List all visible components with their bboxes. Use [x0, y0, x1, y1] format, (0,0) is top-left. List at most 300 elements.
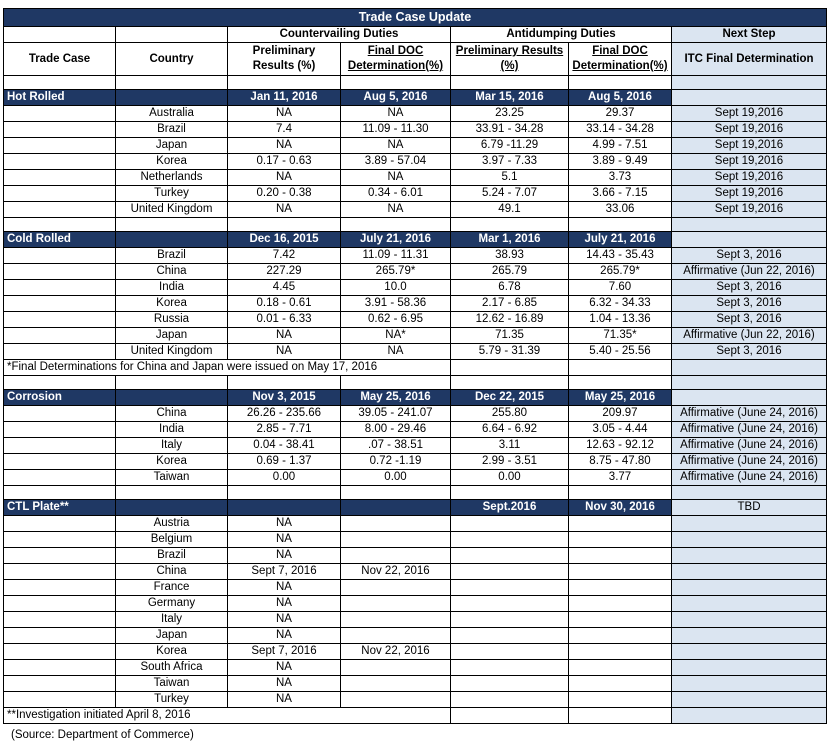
spacer-cell [341, 76, 451, 90]
country-cell: Brazil [116, 548, 228, 564]
table-row [4, 138, 827, 154]
ad-prelim-cell [451, 628, 569, 644]
ad-prelim-cell: 3.11 [451, 438, 569, 454]
ad-prelim-cell: 265.79 [451, 264, 569, 280]
country-cell: Korea [116, 296, 228, 312]
country-cell: Italy [116, 438, 228, 454]
spacer-cell [672, 218, 827, 232]
trade-case-cell [4, 248, 116, 264]
cvd-final-cell: NA [341, 344, 451, 360]
ad-prelim-cell: 2.99 - 3.51 [451, 454, 569, 470]
itc-cell: Affirmative (June 24, 2016) [672, 454, 827, 470]
spacer-cell [451, 218, 569, 232]
spacer-row [4, 486, 827, 500]
footnote-blank [569, 708, 672, 724]
spacer-cell [341, 218, 451, 232]
itc-cell: Sept 19,2016 [672, 170, 827, 186]
itc-cell [672, 676, 827, 692]
table-row [4, 248, 827, 264]
country-cell: Korea [116, 644, 228, 660]
cvd-final-header-text: Final DOC Determination(%) [347, 45, 444, 72]
trade-case-cell [4, 296, 116, 312]
cvd-final-cell: 0.62 - 6.95 [341, 312, 451, 328]
cvd-prelim-cell: NA [228, 628, 341, 644]
ad-final-cell: 14.43 - 35.43 [569, 248, 672, 264]
cvd-final-cell: NA [341, 170, 451, 186]
cvd-prelim-cell: 4.45 [228, 280, 341, 296]
cvd-prelim-cell: NA [228, 660, 341, 676]
spacer-cell [4, 486, 116, 500]
spacer-cell [4, 376, 116, 390]
itc-cell: Affirmative (June 24, 2016) [672, 470, 827, 486]
ad-final-cell [569, 676, 672, 692]
ad-final-date: Aug 5, 2016 [569, 90, 672, 106]
section-next-step [672, 232, 827, 248]
trade-case-cell [4, 596, 116, 612]
country-cell: Germany [116, 596, 228, 612]
cvd-prelim-cell: 0.20 - 0.38 [228, 186, 341, 202]
cvd-prelim-cell: NA [228, 202, 341, 218]
table-row [4, 154, 827, 170]
cvd-prelim-cell: NA [228, 676, 341, 692]
itc-cell [672, 692, 827, 708]
cvd-prelim-cell: NA [228, 596, 341, 612]
section-name: Cold Rolled [4, 232, 116, 248]
ad-final-date: July 21, 2016 [569, 232, 672, 248]
table-row [4, 692, 827, 708]
footnote-text: *Final Determinations for China and Japan were issued on May 17, 2016 [4, 360, 451, 376]
ad-final-date: Nov 30, 2016 [569, 500, 672, 516]
ad-final-cell [569, 644, 672, 660]
section-header-row [4, 500, 827, 516]
spacer-cell [569, 76, 672, 90]
spacer-row [4, 376, 827, 390]
table-row [4, 296, 827, 312]
cvd-final-date [341, 500, 451, 516]
country-cell: Brazil [116, 248, 228, 264]
ad-prelim-header-text: Preliminary Results (%) [455, 45, 564, 72]
trade-case-cell [4, 628, 116, 644]
itc-cell [672, 628, 827, 644]
cvd-prelim-cell: NA [228, 344, 341, 360]
trade-case-cell [4, 660, 116, 676]
table-row [4, 516, 827, 532]
itc-cell [672, 644, 827, 660]
country-cell: China [116, 564, 228, 580]
trade-case-cell [4, 170, 116, 186]
spacer-cell [4, 76, 116, 90]
cvd-final-cell [341, 628, 451, 644]
section-header-row [4, 90, 827, 106]
ad-prelim-cell [451, 548, 569, 564]
table-row [4, 470, 827, 486]
cvd-prelim-cell: NA [228, 612, 341, 628]
itc-cell: Affirmative (Jun 22, 2016) [672, 328, 827, 344]
country-cell: India [116, 280, 228, 296]
ad-final-cell [569, 692, 672, 708]
ad-final-cell: 6.32 - 34.33 [569, 296, 672, 312]
table-row [4, 628, 827, 644]
country-cell: South Africa [116, 660, 228, 676]
table-row [4, 532, 827, 548]
country-cell: China [116, 406, 228, 422]
trade-case-cell [4, 548, 116, 564]
cvd-prelim-cell: 0.01 - 6.33 [228, 312, 341, 328]
cvd-final-cell: 11.09 - 11.31 [341, 248, 451, 264]
trade-case-cell [4, 280, 116, 296]
next-step-header: Next Step [672, 27, 827, 43]
trade-case-cell [4, 328, 116, 344]
table-row [4, 106, 827, 122]
trade-case-cell [4, 106, 116, 122]
country-cell: Italy [116, 612, 228, 628]
country-cell: Turkey [116, 692, 228, 708]
trade-case-cell [4, 312, 116, 328]
trade-case-cell [4, 676, 116, 692]
trade-case-cell [4, 692, 116, 708]
cvd-group-header: Countervailing Duties [228, 27, 451, 43]
cvd-prelim-cell: NA [228, 692, 341, 708]
ad-prelim-cell: 49.1 [451, 202, 569, 218]
footnote-row [4, 708, 827, 724]
table-row [4, 186, 827, 202]
trade-case-cell [4, 438, 116, 454]
trade-case-table-container [3, 8, 826, 724]
cvd-prelim-date: Jan 11, 2016 [228, 90, 341, 106]
trade-case-header: Trade Case [4, 43, 116, 76]
itc-cell: Affirmative (June 24, 2016) [672, 406, 827, 422]
ad-prelim-cell: 3.97 - 7.33 [451, 154, 569, 170]
table-row [4, 328, 827, 344]
spacer-cell [228, 376, 341, 390]
cvd-final-cell [341, 516, 451, 532]
table-row [4, 644, 827, 660]
ad-prelim-cell: 5.79 - 31.39 [451, 344, 569, 360]
table-row [4, 612, 827, 628]
ad-prelim-cell: 12.62 - 16.89 [451, 312, 569, 328]
spacer-cell [116, 76, 228, 90]
ad-final-cell: 1.04 - 13.36 [569, 312, 672, 328]
table-row [4, 580, 827, 596]
column-header-row [4, 43, 827, 76]
cvd-final-cell [341, 580, 451, 596]
cvd-final-cell: Nov 22, 2016 [341, 564, 451, 580]
table-row [4, 264, 827, 280]
section-blank [116, 232, 228, 248]
section-name: CTL Plate** [4, 500, 116, 516]
ad-final-cell [569, 580, 672, 596]
country-cell: Taiwan [116, 676, 228, 692]
cvd-final-date: July 21, 2016 [341, 232, 451, 248]
spacer-cell [4, 218, 116, 232]
cvd-prelim-cell: 0.17 - 0.63 [228, 154, 341, 170]
table-row [4, 312, 827, 328]
cvd-final-cell: 10.0 [341, 280, 451, 296]
cvd-prelim-cell: 2.85 - 7.71 [228, 422, 341, 438]
country-cell: Belgium [116, 532, 228, 548]
itc-cell: Sept 3, 2016 [672, 312, 827, 328]
cvd-prelim-header: Preliminary Results (%) [228, 43, 341, 76]
ad-prelim-cell [451, 644, 569, 660]
ad-final-cell: 33.14 - 34.28 [569, 122, 672, 138]
cvd-prelim-cell: 26.26 - 235.66 [228, 406, 341, 422]
cvd-final-cell: 0.00 [341, 470, 451, 486]
itc-cell: Sept 19,2016 [672, 138, 827, 154]
spacer-cell [116, 486, 228, 500]
ad-final-cell [569, 596, 672, 612]
trade-case-cell [4, 186, 116, 202]
country-cell: Brazil [116, 122, 228, 138]
country-cell: Korea [116, 454, 228, 470]
cvd-final-cell [341, 676, 451, 692]
table-row [4, 344, 827, 360]
ad-prelim-cell: 6.64 - 6.92 [451, 422, 569, 438]
ad-final-cell [569, 660, 672, 676]
section-blank [116, 500, 228, 516]
cvd-final-cell: 0.72 -1.19 [341, 454, 451, 470]
ad-prelim-cell: 6.78 [451, 280, 569, 296]
footnote-blank [451, 360, 569, 376]
cvd-prelim-date: Dec 16, 2015 [228, 232, 341, 248]
cvd-prelim-cell: Sept 7, 2016 [228, 644, 341, 660]
cvd-final-cell: NA [341, 202, 451, 218]
trade-case-cell [4, 138, 116, 154]
ad-final-header-text: Final DOC Determination(%) [572, 45, 668, 72]
ad-prelim-cell [451, 676, 569, 692]
country-cell: Japan [116, 138, 228, 154]
cvd-prelim-cell: NA [228, 138, 341, 154]
cvd-prelim-cell: Sept 7, 2016 [228, 564, 341, 580]
table-row [4, 676, 827, 692]
ad-final-cell [569, 516, 672, 532]
title-row [4, 9, 827, 27]
ad-prelim-date: Dec 22, 2015 [451, 390, 569, 406]
cvd-final-cell: NA [341, 138, 451, 154]
group-header-row [4, 27, 827, 43]
trade-case-cell [4, 264, 116, 280]
itc-cell: Affirmative (June 24, 2016) [672, 438, 827, 454]
spacer-cell [228, 76, 341, 90]
itc-cell [672, 548, 827, 564]
cvd-final-cell: Nov 22, 2016 [341, 644, 451, 660]
ad-prelim-cell: 2.17 - 6.85 [451, 296, 569, 312]
ad-final-cell: 5.40 - 25.56 [569, 344, 672, 360]
ad-group-header: Antidumping Duties [451, 27, 672, 43]
country-cell: Russia [116, 312, 228, 328]
ad-prelim-cell: 38.93 [451, 248, 569, 264]
cvd-prelim-cell: 7.4 [228, 122, 341, 138]
trade-case-cell [4, 644, 116, 660]
country-cell: United Kingdom [116, 202, 228, 218]
itc-cell [672, 532, 827, 548]
itc-cell: Affirmative (Jun 22, 2016) [672, 264, 827, 280]
ad-prelim-cell [451, 660, 569, 676]
spacer-cell [228, 218, 341, 232]
cvd-prelim-cell: NA [228, 170, 341, 186]
trade-case-cell [4, 564, 116, 580]
section-name: Hot Rolled [4, 90, 116, 106]
spacer-cell [228, 486, 341, 500]
cvd-final-cell: NA [341, 106, 451, 122]
table-row [4, 438, 827, 454]
itc-cell [672, 516, 827, 532]
cvd-final-cell [341, 596, 451, 612]
table-row [4, 454, 827, 470]
spacer-cell [672, 376, 827, 390]
table-row [4, 564, 827, 580]
country-cell: India [116, 422, 228, 438]
ad-final-cell: 3.73 [569, 170, 672, 186]
spacer-cell [451, 486, 569, 500]
ad-final-cell: 3.05 - 4.44 [569, 422, 672, 438]
group-header-blank [4, 27, 116, 43]
itc-cell: Sept 3, 2016 [672, 296, 827, 312]
itc-cell: Sept 3, 2016 [672, 280, 827, 296]
table-row [4, 422, 827, 438]
cvd-final-cell: 3.91 - 58.36 [341, 296, 451, 312]
spacer-cell [451, 376, 569, 390]
section-header-row [4, 232, 827, 248]
cvd-final-cell: 11.09 - 11.30 [341, 122, 451, 138]
cvd-prelim-cell: NA [228, 548, 341, 564]
itc-cell: Sept 3, 2016 [672, 248, 827, 264]
ad-prelim-cell [451, 580, 569, 596]
cvd-prelim-cell: NA [228, 516, 341, 532]
ad-final-cell: 3.77 [569, 470, 672, 486]
ad-final-cell: 29.37 [569, 106, 672, 122]
trade-case-cell [4, 122, 116, 138]
table-row [4, 548, 827, 564]
spacer-cell [341, 376, 451, 390]
cvd-final-cell: 265.79* [341, 264, 451, 280]
ad-prelim-date: Mar 1, 2016 [451, 232, 569, 248]
group-header-blank [116, 27, 228, 43]
spacer-cell [116, 376, 228, 390]
ad-final-cell [569, 532, 672, 548]
ad-prelim-header [451, 43, 569, 76]
cvd-final-cell [341, 532, 451, 548]
cvd-final-cell: 8.00 - 29.46 [341, 422, 451, 438]
table-row [4, 596, 827, 612]
trade-case-cell [4, 454, 116, 470]
trade-case-cell [4, 406, 116, 422]
spacer-cell [672, 76, 827, 90]
ad-final-cell: 8.75 - 47.80 [569, 454, 672, 470]
cvd-final-cell [341, 660, 451, 676]
cvd-final-date: May 25, 2016 [341, 390, 451, 406]
footnote-blank [451, 708, 569, 724]
ad-prelim-cell [451, 532, 569, 548]
itc-cell: Sept 19,2016 [672, 122, 827, 138]
cvd-prelim-cell: 7.42 [228, 248, 341, 264]
ad-prelim-cell: 255.80 [451, 406, 569, 422]
ad-prelim-cell: 71.35 [451, 328, 569, 344]
ad-final-cell [569, 564, 672, 580]
itc-cell [672, 660, 827, 676]
section-blank [116, 90, 228, 106]
itc-cell: Sept 19,2016 [672, 106, 827, 122]
cvd-prelim-cell: 227.29 [228, 264, 341, 280]
ad-prelim-cell: 23.25 [451, 106, 569, 122]
ad-prelim-cell [451, 612, 569, 628]
ad-final-cell [569, 628, 672, 644]
cvd-prelim-cell: NA [228, 580, 341, 596]
itc-cell: Sept 19,2016 [672, 202, 827, 218]
spacer-row [4, 218, 827, 232]
itc-cell: Affirmative (June 24, 2016) [672, 422, 827, 438]
cvd-prelim-cell: 0.00 [228, 470, 341, 486]
footnote-row [4, 360, 827, 376]
ad-prelim-cell: 0.00 [451, 470, 569, 486]
spacer-cell [569, 486, 672, 500]
cvd-prelim-date [228, 500, 341, 516]
ad-final-header [569, 43, 672, 76]
ad-prelim-cell: 33.91 - 34.28 [451, 122, 569, 138]
trade-case-cell [4, 202, 116, 218]
footnote-text: **Investigation initiated April 8, 2016 [4, 708, 451, 724]
cvd-final-cell: NA* [341, 328, 451, 344]
country-cell: Turkey [116, 186, 228, 202]
cvd-final-cell: 39.05 - 241.07 [341, 406, 451, 422]
footnote-blank [672, 708, 827, 724]
ad-final-cell: 3.89 - 9.49 [569, 154, 672, 170]
itc-cell [672, 596, 827, 612]
ad-final-cell: 71.35* [569, 328, 672, 344]
cvd-prelim-cell: 0.69 - 1.37 [228, 454, 341, 470]
ad-final-cell: 209.97 [569, 406, 672, 422]
cvd-final-cell: 3.89 - 57.04 [341, 154, 451, 170]
ad-final-cell: 12.63 - 92.12 [569, 438, 672, 454]
cvd-prelim-cell: 0.04 - 38.41 [228, 438, 341, 454]
ad-prelim-cell [451, 564, 569, 580]
spacer-row [4, 76, 827, 90]
trade-case-table [3, 8, 827, 724]
ad-final-cell: 7.60 [569, 280, 672, 296]
itc-cell [672, 564, 827, 580]
section-next-step [672, 90, 827, 106]
ad-final-cell: 4.99 - 7.51 [569, 138, 672, 154]
ad-prelim-cell: 5.24 - 7.07 [451, 186, 569, 202]
itc-cell: Sept 19,2016 [672, 186, 827, 202]
ad-final-date: May 25, 2016 [569, 390, 672, 406]
itc-header: ITC Final Determination [672, 43, 827, 76]
trade-case-cell [4, 344, 116, 360]
section-blank [116, 390, 228, 406]
spacer-cell [569, 376, 672, 390]
spacer-cell [569, 218, 672, 232]
ad-final-cell [569, 612, 672, 628]
footnote-blank [569, 360, 672, 376]
spacer-cell [341, 486, 451, 500]
ad-prelim-cell: 5.1 [451, 170, 569, 186]
ad-final-cell: 3.66 - 7.15 [569, 186, 672, 202]
table-row [4, 122, 827, 138]
trade-case-cell [4, 532, 116, 548]
ad-prelim-cell: 6.79 -11.29 [451, 138, 569, 154]
cvd-final-cell: .07 - 38.51 [341, 438, 451, 454]
spacer-cell [451, 76, 569, 90]
ad-final-cell: 33.06 [569, 202, 672, 218]
section-next-step: TBD [672, 500, 827, 516]
table-row [4, 280, 827, 296]
ad-prelim-cell [451, 516, 569, 532]
country-cell: United Kingdom [116, 344, 228, 360]
country-cell: China [116, 264, 228, 280]
cvd-prelim-cell: 0.18 - 0.61 [228, 296, 341, 312]
country-cell: Japan [116, 628, 228, 644]
table-title: Trade Case Update [4, 9, 827, 27]
spacer-cell [116, 218, 228, 232]
